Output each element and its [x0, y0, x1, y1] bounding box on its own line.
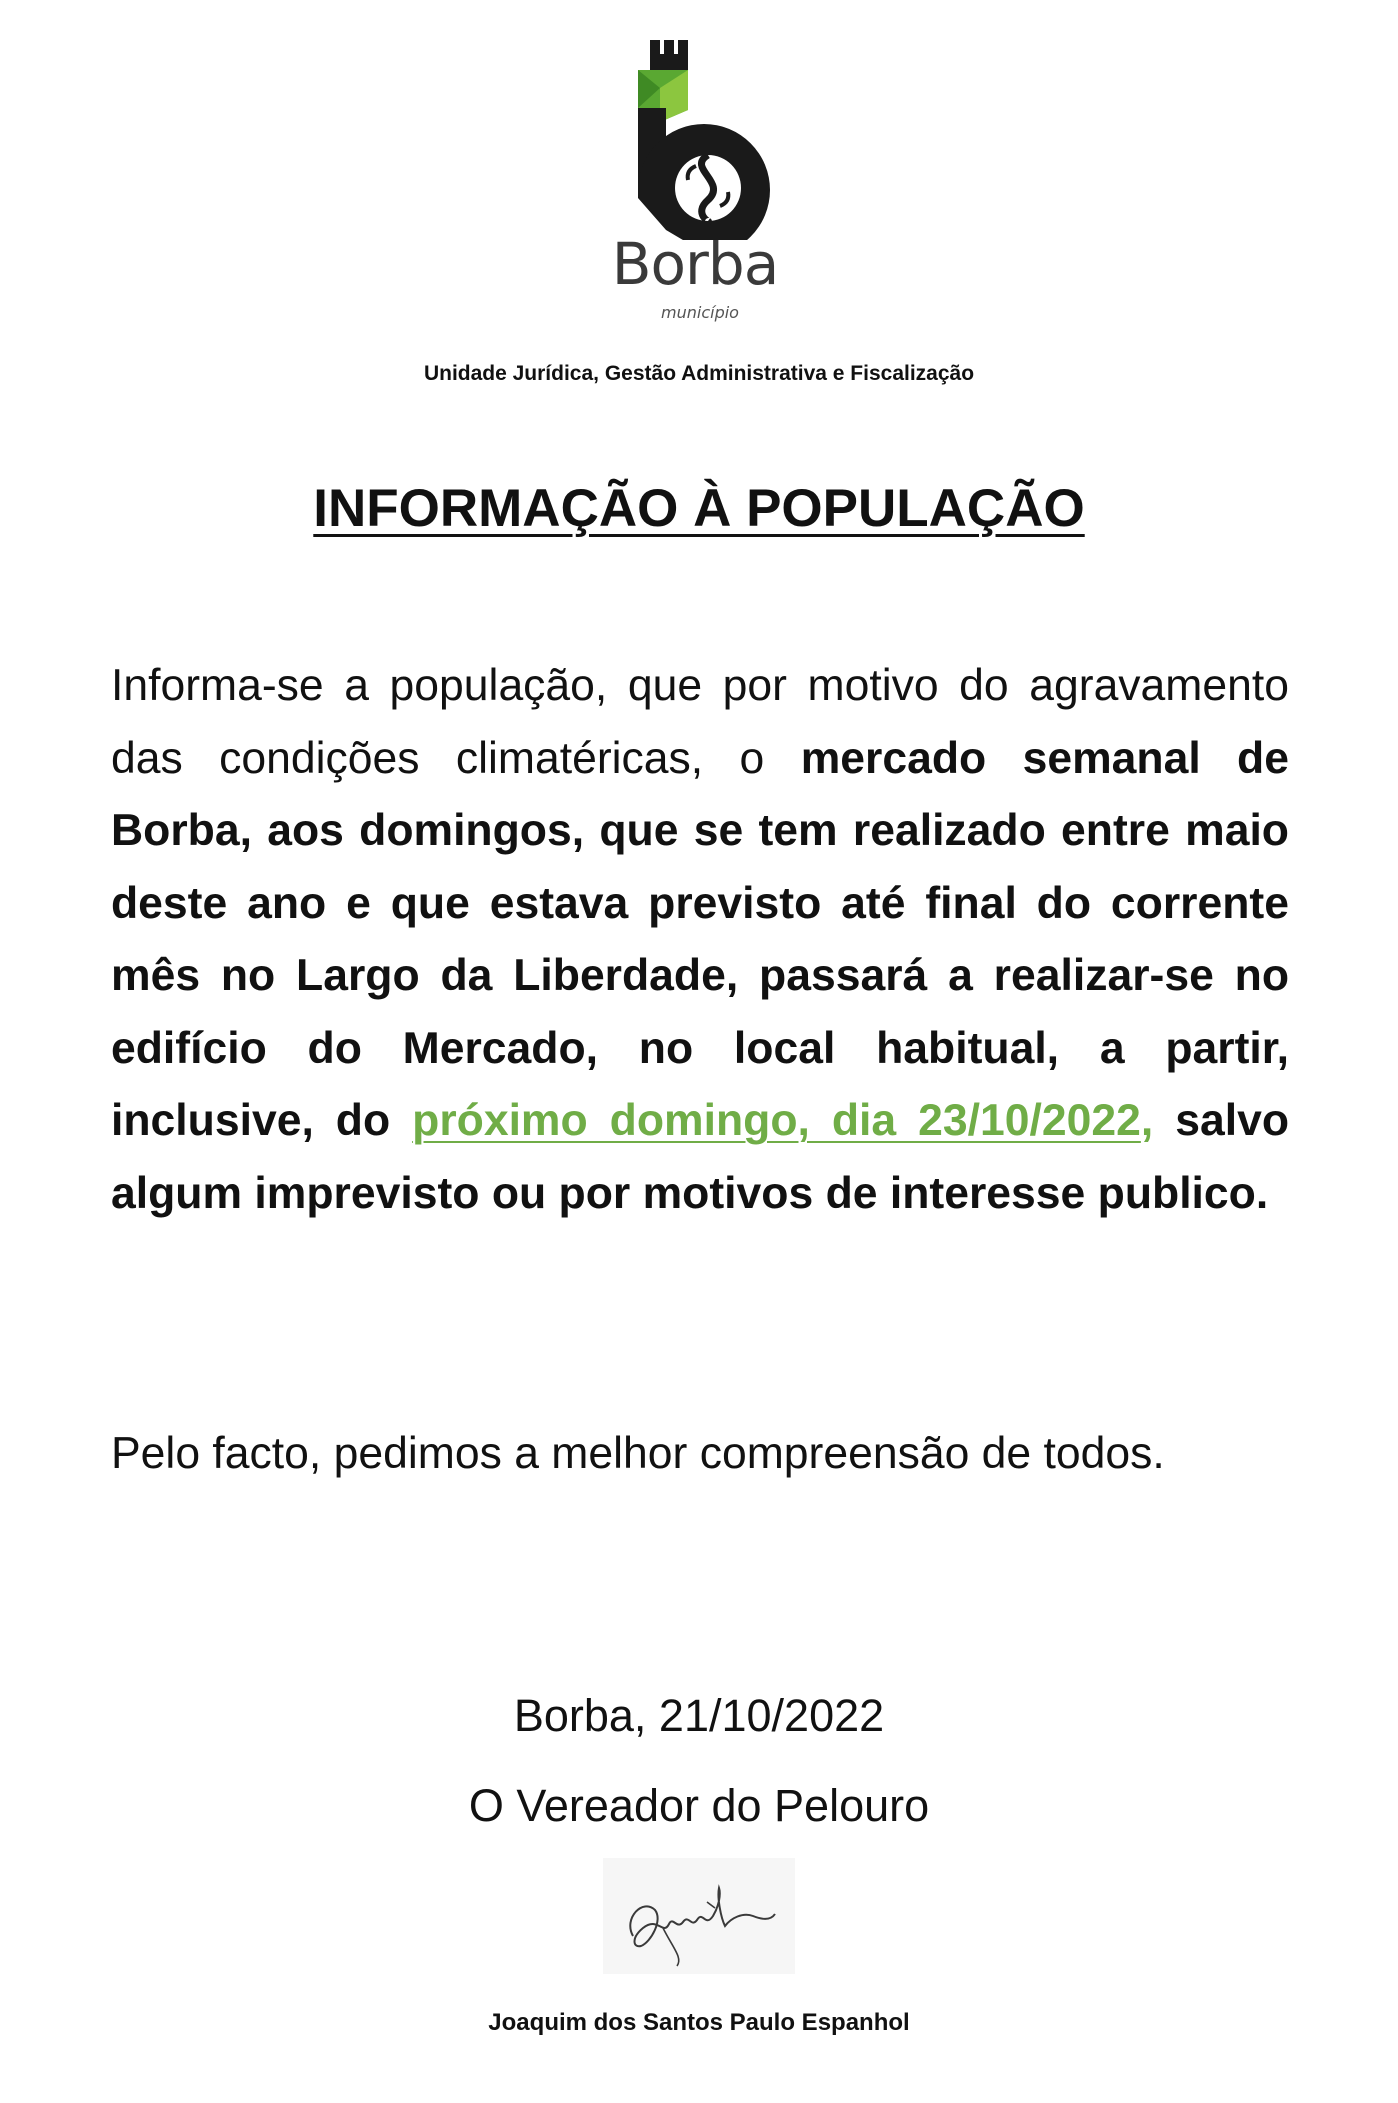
notice-paragraph [111, 650, 1289, 1230]
logo-wordmark: Borba [611, 230, 779, 298]
signature-icon [603, 1858, 795, 1974]
closing-paragraph: Pelo facto, pedimos a melhor compreensão de todos. [111, 1429, 1165, 1478]
borba-logo [600, 30, 800, 330]
notice-bold-text: mercado semanal de Borba, aos domingos, que se tem realizado entre maio deste ano e que estava previsto até final do corrente mês no Largo da Liberdade, passará a realizar-se no edifício do Mercado, no local habitual, a partir, inclusive, do [111, 733, 1289, 1145]
notice-date-highlight: próximo domingo, dia 23/10/2022 [412, 1096, 1141, 1145]
notice-intro: Informa-se a população, que por motivo do agravamento das condições climatéricas, o [111, 661, 1289, 783]
notice-highlight-punct: , [1140, 1096, 1154, 1145]
role-line: O Vereador do Pelouro [468, 1780, 930, 1831]
date-line: Borba, 21/10/2022 [513, 1690, 885, 1741]
handwritten-signature [603, 1858, 795, 1974]
department-name: Unidade Jurídica, Gestão Administrativa e Fiscalização [423, 362, 975, 385]
notice-end-text: salvo algum imprevisto ou por motivos de interesse publico. [111, 1096, 1290, 1218]
borba-emblem-icon [600, 30, 800, 240]
page-title: INFORMAÇÃO À POPULAÇÃO [313, 479, 1085, 538]
logo-subtitle: município [661, 303, 739, 322]
signer-name: Joaquim dos Santos Paulo Espanhol [488, 2009, 910, 2036]
